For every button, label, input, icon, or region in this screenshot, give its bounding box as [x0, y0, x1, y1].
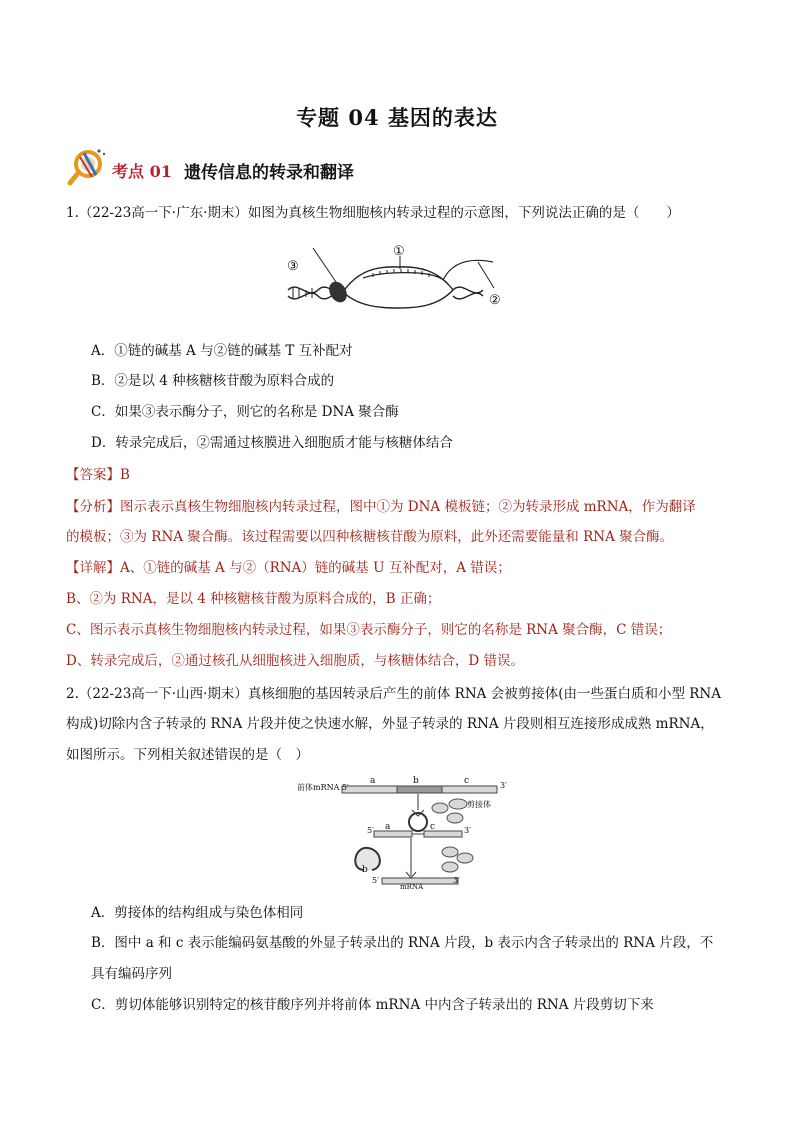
q1-option-a: A．①链的碱基 A 与②链的碱基 T 互补配对: [91, 343, 353, 359]
q2-option-a: A．剪接体的结构组成与染色体相同: [91, 905, 304, 921]
q1-detail-2: B、②为 RNA，是以 4 种核糖核苷酸为原料合成的，B 正确；: [66, 591, 441, 607]
section-title: 遗传信息的转录和翻译: [184, 163, 354, 183]
page-title: 专题 04 基因的表达: [296, 105, 498, 130]
q2-stem-1: 2.（22-23高一下·山西·期末）真核细胞的基因转录后产生的前体 RNA 会被剪接体(由一些蛋白质和小型 RNA: [66, 686, 721, 702]
q2-stem-3: 如图所示。下列相关叙述错误的是（ ）: [66, 747, 309, 763]
segment-a-mid: a: [385, 822, 391, 832]
fig-label-2: ②: [489, 293, 501, 308]
q1-option-b: B．②是以 4 种核糖核苷酸为原料合成的: [91, 373, 335, 389]
section-label: 考点 01: [112, 162, 172, 181]
q1-analysis-2: 的模板；③为 RNA 聚合酶。该过程需要以四种核糖核苷酸为原料，此外还需要能量和 RNA 聚合酶。: [66, 529, 674, 545]
q2-option-b: B．图中 a 和 c 表示能编码氨基酸的外显子转录出的 RNA 片段，b 表示内含子转录出的 RNA 片段，不: [91, 935, 714, 951]
q1-stem: 1.（22-23高一下·广东·期末）如图为真核生物细胞核内转录过程的示意图，下列说法正确的是（ ）: [66, 205, 680, 221]
three-prime-bottom: 3′: [453, 876, 460, 885]
q2-option-c: C．剪切体能够识别特定的核苷酸序列并将前体 mRNA 中内含子转录出的 RNA 片段剪切下来: [91, 997, 654, 1013]
q2-stem-2: 构成)切除内含子转录的 RNA 片段并使之快速水解，外显子转录的 RNA 片段则相互连接形成成熟 mRNA，: [66, 716, 714, 732]
spliceosome-label: 剪接体: [467, 800, 491, 809]
five-prime-mid: 5′: [367, 826, 374, 835]
five-prime-bottom: 5′: [372, 876, 379, 885]
segment-a-label: a: [370, 776, 376, 786]
segment-b-loop: b: [362, 865, 368, 875]
q1-option-d: D．转录完成后，②需通过核膜进入细胞质才能与核糖体结合: [91, 435, 453, 451]
q1-answer: 【答案】B: [66, 467, 130, 483]
mrna-label: mRNA: [400, 883, 424, 891]
q1-detail-3: C、图示表示真核生物细胞核内转录过程，如果③表示酶分子，则它的名称是 RNA 聚合酶，C 错误；: [66, 622, 672, 638]
q1-detail-4: D、转录完成后，②通过核孔从细胞核进入细胞质，与核糖体结合，D 错误。: [66, 653, 524, 669]
fig-label-1: ①: [393, 244, 405, 259]
q1-analysis-1: 【分析】图示表示真核生物细胞核内转录过程，图中①为 DNA 模板链；②为转录形成 mRNA，作为翻译: [66, 499, 696, 515]
q1-detail-1: 【详解】A、①链的碱基 A 与②（RNA）链的碱基 U 互补配对，A 错误；: [66, 560, 511, 576]
three-prime-mid: 3′: [464, 826, 471, 835]
pre-mrna-label: 前体mRNA 5′: [297, 783, 349, 792]
segment-c-mid: c: [430, 822, 436, 832]
three-prime-top: 3′: [500, 781, 507, 790]
magnifier-icon: [66, 147, 110, 187]
segment-b-label: b: [413, 776, 419, 786]
segment-c-label: c: [464, 776, 470, 786]
q1-option-c: C．如果③表示酶分子，则它的名称是 DNA 聚合酶: [91, 404, 399, 420]
fig-label-3: ③: [287, 259, 299, 274]
q2-option-b-cont: 具有编码序列: [91, 966, 172, 982]
